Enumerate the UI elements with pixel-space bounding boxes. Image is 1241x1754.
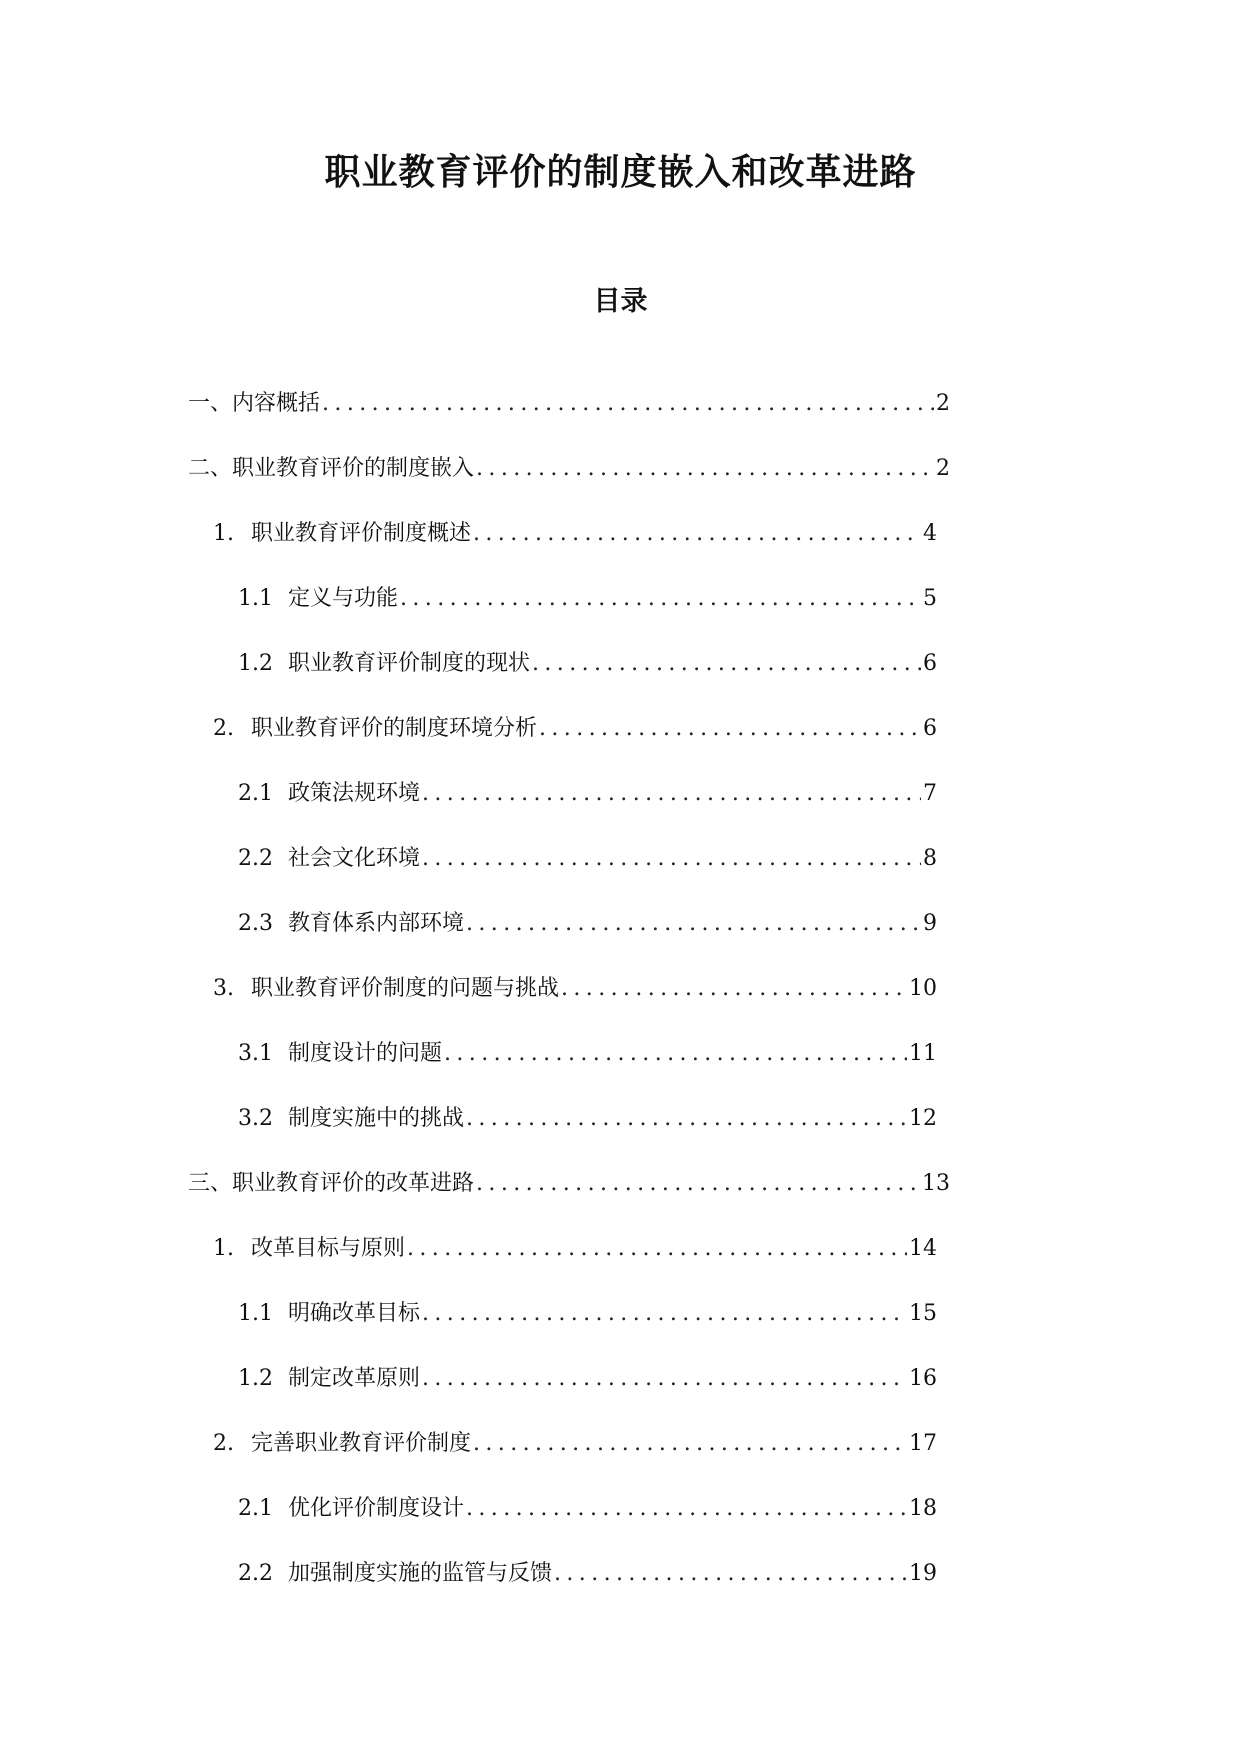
toc-entry-label: 定义与功能 <box>288 586 399 611</box>
toc-leader-dots <box>476 1164 920 1204</box>
toc-entry-number: 3. <box>213 976 234 1001</box>
toc-entry-page: 12 <box>909 1106 937 1131</box>
toc-entry-label: 制度设计的问题 <box>288 1041 443 1066</box>
toc-entry-label: 内容概括 <box>232 391 321 416</box>
toc-leader-dots <box>422 1294 907 1334</box>
toc-entry[interactable] <box>238 774 937 814</box>
toc-entry[interactable] <box>213 514 937 554</box>
toc-entry-number: 一、 <box>188 391 233 416</box>
toc-entry[interactable] <box>238 839 937 879</box>
toc-entry-page: 14 <box>909 1236 937 1261</box>
toc-leader-dots <box>554 1554 907 1594</box>
toc-entry-page: 19 <box>909 1561 937 1586</box>
toc-entry[interactable] <box>238 644 937 684</box>
toc-entry[interactable] <box>238 1554 937 1594</box>
toc-leader-dots <box>400 579 921 619</box>
toc-entry-number: 2.1 <box>238 781 273 806</box>
toc-entry-label: 教育体系内部环境 <box>288 911 465 936</box>
toc-entry-page: 7 <box>923 781 937 806</box>
toc-entry-page: 4 <box>923 521 937 546</box>
toc-entry[interactable] <box>188 1164 950 1204</box>
toc-entry-page: 6 <box>923 716 937 741</box>
toc-entry-page: 17 <box>909 1431 937 1456</box>
toc-entry-page: 18 <box>909 1496 937 1521</box>
toc-entry-number: 1. <box>213 521 234 546</box>
toc-entry-page: 13 <box>922 1171 950 1196</box>
toc-entry-page: 10 <box>909 976 937 1001</box>
toc-entry-number: 2. <box>213 1431 234 1456</box>
toc-entry-label: 职业教育评价的制度嵌入 <box>232 456 475 481</box>
toc-entry[interactable] <box>238 1359 937 1399</box>
toc-entry-page: 15 <box>909 1301 937 1326</box>
toc-leader-dots <box>539 709 921 749</box>
toc-entry-number: 3.1 <box>238 1041 273 1066</box>
toc-entry-number: 1.1 <box>238 586 273 611</box>
toc-leader-dots <box>466 1489 907 1529</box>
toc-entry-number: 2. <box>213 716 234 741</box>
toc-entry[interactable] <box>238 579 937 619</box>
toc-entry[interactable] <box>213 1229 937 1269</box>
toc-entry-number: 3.2 <box>238 1106 273 1131</box>
toc-leader-dots <box>407 1229 907 1269</box>
toc-entry-label: 职业教育评价制度的现状 <box>288 651 531 676</box>
toc-leader-dots <box>473 1424 907 1464</box>
toc-entry-page: 6 <box>923 651 937 676</box>
toc-entry-number: 2.3 <box>238 911 273 936</box>
toc-entry-page: 11 <box>909 1041 937 1066</box>
toc-leader-dots <box>422 839 921 879</box>
toc-entry-label: 制定改革原则 <box>288 1366 421 1391</box>
toc-heading: 目录 <box>593 286 648 317</box>
toc-entry[interactable] <box>238 1034 937 1074</box>
toc-entry-number: 三、 <box>188 1171 233 1196</box>
toc-entry-label: 明确改革目标 <box>288 1301 421 1326</box>
toc-entry-page: 5 <box>923 586 937 611</box>
toc-entry[interactable] <box>188 449 950 489</box>
toc-entry-number: 2.2 <box>238 1561 273 1586</box>
toc-entry-page: 2 <box>936 456 950 481</box>
toc-leader-dots <box>444 1034 907 1074</box>
toc-entry[interactable] <box>188 384 950 424</box>
toc-entry-label: 职业教育评价的改革进路 <box>232 1171 475 1196</box>
toc-leader-dots <box>422 1359 907 1399</box>
toc-entry-number: 1.2 <box>238 1366 273 1391</box>
toc-entry-number: 1.1 <box>238 1301 273 1326</box>
toc-entry-label: 政策法规环境 <box>288 781 421 806</box>
document-title: 职业教育评价的制度嵌入和改革进路 <box>324 152 917 193</box>
toc-leader-dots <box>561 969 907 1009</box>
toc-entry-number: 2.2 <box>238 846 273 871</box>
toc-leader-dots <box>473 514 921 554</box>
toc-entry-number: 1. <box>213 1236 234 1261</box>
toc-entry-label: 职业教育评价制度概述 <box>251 521 472 546</box>
toc-leader-dots <box>322 384 934 424</box>
toc-entry-label: 社会文化环境 <box>288 846 421 871</box>
toc-entry-label: 职业教育评价制度的问题与挑战 <box>251 976 560 1001</box>
toc-entry[interactable] <box>238 1099 937 1139</box>
toc-entry-page: 8 <box>923 846 937 871</box>
toc-entry-label: 完善职业教育评价制度 <box>251 1431 472 1456</box>
toc-entry-page: 9 <box>923 911 937 936</box>
toc-leader-dots <box>476 449 934 489</box>
toc-entry[interactable] <box>238 1294 937 1334</box>
toc-leader-dots <box>466 1099 907 1139</box>
toc-entry-label: 改革目标与原则 <box>251 1236 406 1261</box>
toc-entry-label: 加强制度实施的监管与反馈 <box>288 1561 553 1586</box>
toc-entry[interactable] <box>238 904 937 944</box>
toc-entry-label: 制度实施中的挑战 <box>288 1106 465 1131</box>
toc-leader-dots <box>532 644 921 684</box>
toc-entry-number: 二、 <box>188 456 233 481</box>
toc-entry-label: 职业教育评价的制度环境分析 <box>251 716 538 741</box>
toc-entry-page: 2 <box>936 391 950 416</box>
toc-entry-number: 2.1 <box>238 1496 273 1521</box>
toc-leader-dots <box>466 904 921 944</box>
toc-entry-page: 16 <box>909 1366 937 1391</box>
toc-entry[interactable] <box>213 1424 937 1464</box>
toc-leader-dots <box>422 774 921 814</box>
toc-entry[interactable] <box>213 709 937 749</box>
toc-entry[interactable] <box>238 1489 937 1529</box>
toc-entry-label: 优化评价制度设计 <box>288 1496 465 1521</box>
toc-entry-number: 1.2 <box>238 651 273 676</box>
toc-entry[interactable] <box>213 969 937 1009</box>
